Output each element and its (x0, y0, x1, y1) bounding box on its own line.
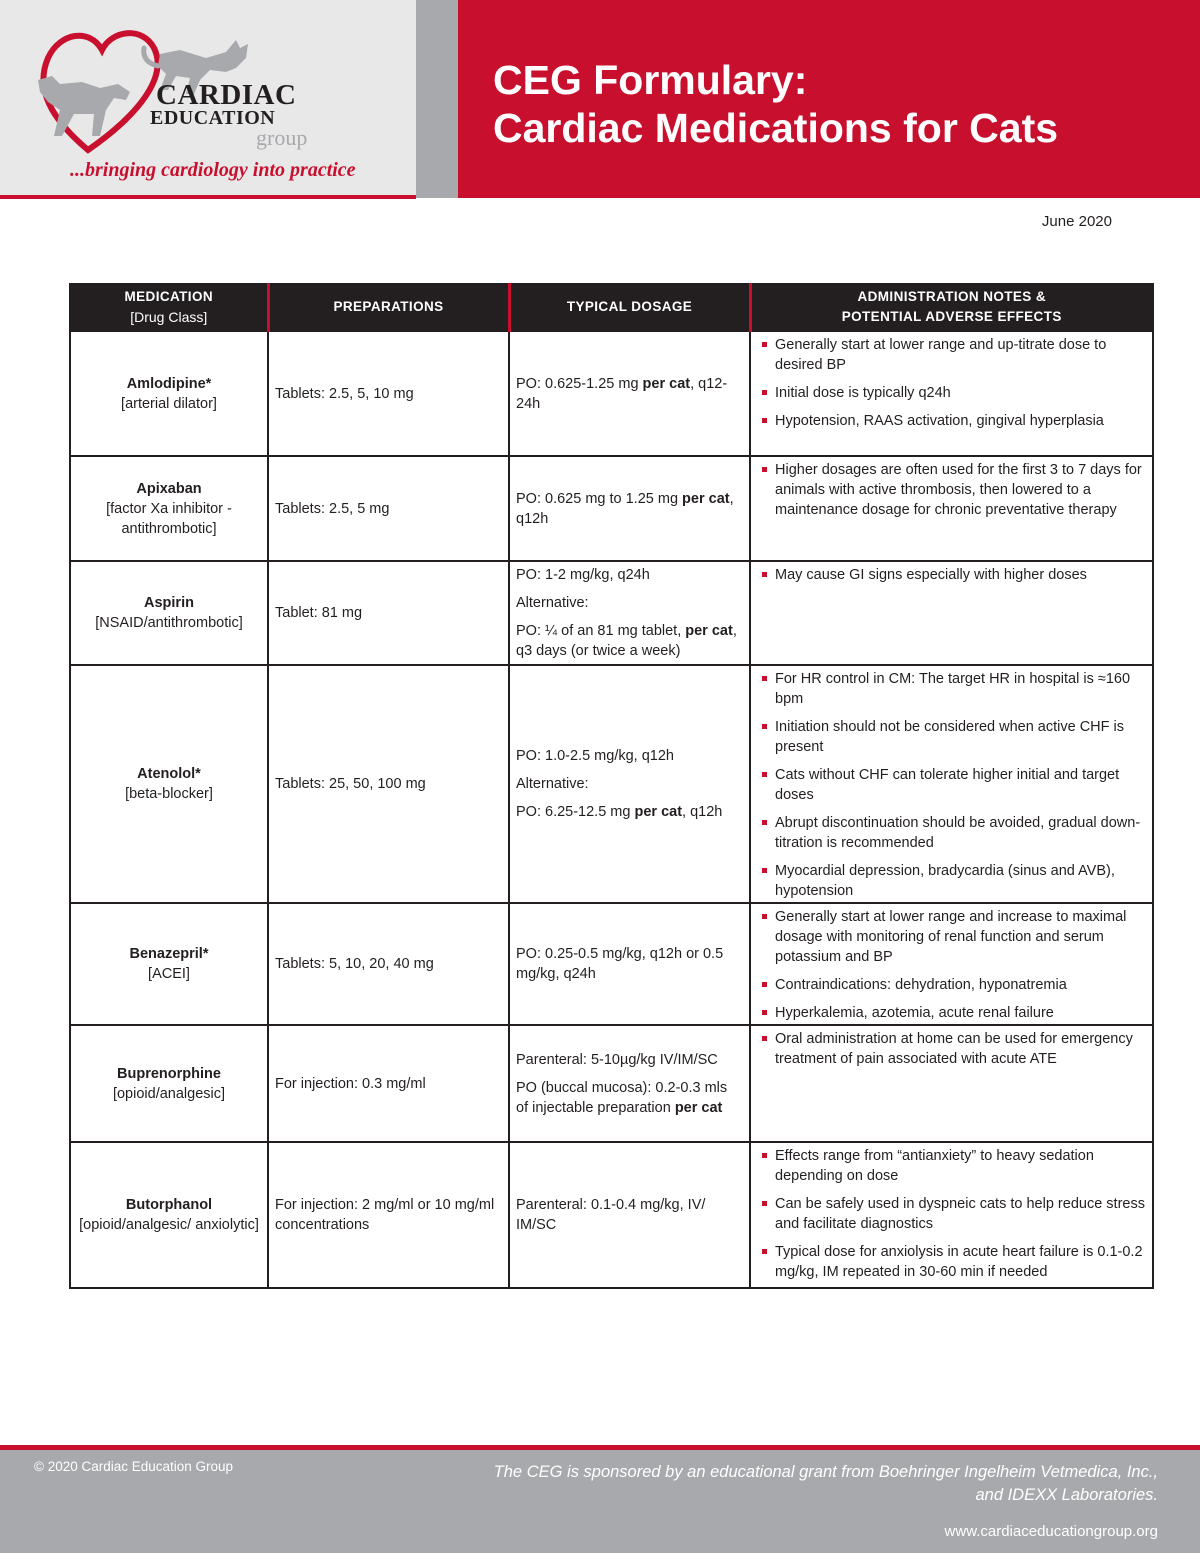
dosage-text: Alternative: (516, 776, 589, 792)
dosage-text: , q12-24h (516, 375, 728, 412)
notes-list (757, 335, 1146, 431)
dosage-text: PO: ¼ of an 81 mg tablet, (516, 623, 686, 639)
footer-copyright: © 2020 Cardiac Education Group (34, 1459, 234, 1474)
logo-group-text: group (256, 125, 308, 150)
col-header-drug-class: [Drug Class] (130, 308, 208, 325)
dosage-text: Alternative: (516, 595, 589, 611)
formulary-table (69, 283, 1154, 1289)
drug-class: [factor Xa inhibitor - antithrombotic] (106, 500, 232, 537)
medication-cell (70, 1025, 268, 1142)
dosage-emphasis: per cat (682, 490, 730, 507)
dosage-line (516, 944, 743, 984)
footer (0, 1450, 1200, 1553)
medication-name: Atenolol* (137, 766, 201, 782)
table-row (70, 1025, 1153, 1142)
dosage-text: PO: 6.25-12.5 mg (516, 804, 635, 820)
dosage-emphasis: per cat (642, 375, 691, 392)
notes-cell (750, 1025, 1153, 1142)
note-item: Cats without CHF can tolerate higher initial and target doses (757, 765, 1146, 805)
dosage-cell (509, 561, 750, 665)
dosage-text: , q12h (682, 804, 723, 820)
preparations-cell: Tablets: 2.5, 5 mg (268, 456, 509, 561)
notes-list (757, 565, 1146, 585)
col-header-notes-line1: ADMINISTRATION NOTES & (857, 288, 1047, 304)
dosage-line (516, 374, 743, 414)
page-title-line2: Cardiac Medications for Cats (493, 105, 1059, 151)
publication-date: June 2020 (1041, 213, 1112, 230)
notes-cell (750, 903, 1153, 1025)
col-header-medication-label: MEDICATION (124, 288, 213, 304)
notes-list (757, 1029, 1146, 1069)
note-item: Initial dose is typically q24h (757, 383, 1146, 403)
dosage-text: , q12h (516, 490, 734, 527)
logo-cardiac-text: CARDIAC (156, 79, 297, 111)
preparations-cell: Tablets: 25, 50, 100 mg (268, 665, 509, 903)
drug-class: [ACEI] (148, 966, 190, 982)
col-header-notes (750, 283, 1153, 331)
dosage-line (516, 774, 743, 794)
preparations-cell: Tablet: 81 mg (268, 561, 509, 665)
drug-class: [opioid/analgesic/ anxiolytic] (79, 1217, 259, 1233)
dosage-text: PO: 1-2 mg/kg, q24h (516, 567, 650, 583)
note-item: Can be safely used in dyspneic cats to help reduce stress and facilitate diagnostics (757, 1194, 1146, 1234)
table-body (70, 331, 1153, 1288)
dosage-text: PO: 1.0-2.5 mg/kg, q12h (516, 748, 674, 764)
table-row (70, 665, 1153, 903)
notes-cell (750, 331, 1153, 456)
dosage-line (516, 746, 743, 766)
page-title-line1: CEG Formulary: (493, 57, 808, 103)
page-title (493, 56, 1058, 152)
medication-name: Butorphanol (125, 1197, 213, 1213)
table-row (70, 456, 1153, 561)
note-item: Generally start at lower range and increase to maximal dosage with monitoring of renal function and serum potassium and BP (757, 907, 1146, 967)
note-item: Generally start at lower range and up-titrate dose to desired BP (757, 335, 1146, 375)
col-header-preparations: PREPARATIONS (268, 283, 509, 331)
table-row (70, 561, 1153, 665)
medication-cell (70, 903, 268, 1025)
footer-website-link[interactable]: www.cardiaceducationgroup.org (944, 1523, 1158, 1540)
notes-cell (750, 1142, 1153, 1288)
notes-list (757, 1146, 1146, 1282)
medication-cell (70, 456, 268, 561)
dosage-text: PO: 0.625 mg to 1.25 mg (516, 490, 683, 507)
dosage-line (516, 593, 743, 613)
preparations-cell: For injection: 0.3 mg/ml (268, 1025, 509, 1142)
medication-cell (70, 1142, 268, 1288)
dosage-line (516, 802, 743, 822)
dosage-line (516, 1050, 743, 1070)
notes-list (757, 460, 1146, 520)
note-item: Myocardial depression, bradycardia (sinus and AVB), hypotension (757, 861, 1146, 901)
medication-name: Amlodipine* (126, 375, 212, 392)
drug-class: [beta-blocker] (125, 786, 213, 802)
note-item: Effects range from “antianxiety” to heavy sedation depending on dose (757, 1146, 1146, 1186)
dosage-emphasis: per cat (685, 623, 733, 639)
note-item: May cause GI signs especially with higher doses (757, 565, 1146, 585)
medication-cell (70, 331, 268, 456)
preparations-cell: Tablets: 5, 10, 20, 40 mg (268, 903, 509, 1025)
dosage-text: PO: 0.625-1.25 mg (516, 375, 643, 392)
notes-cell (750, 665, 1153, 903)
drug-class: [opioid/analgesic] (112, 1085, 226, 1102)
note-item: Initiation should not be considered when active CHF is present (757, 717, 1146, 757)
dosage-text: , q3 days (or twice a week) (516, 623, 737, 659)
dosage-line (516, 565, 743, 585)
logo-education-text: EDUCATION (150, 107, 276, 129)
table-row (70, 903, 1153, 1025)
dosage-text: PO (buccal mucosa): 0.2-0.3 mls of injectable preparation (516, 1079, 728, 1116)
notes-cell (750, 456, 1153, 561)
dosage-line (516, 1078, 743, 1118)
notes-list (757, 907, 1146, 1023)
notes-list (757, 669, 1146, 901)
medication-name: Apixaban (136, 480, 202, 497)
dosage-emphasis: per cat (634, 804, 683, 820)
notes-cell (750, 561, 1153, 665)
medication-cell (70, 561, 268, 665)
medication-name: Benazepril* (129, 946, 209, 962)
table-header-row (70, 283, 1153, 331)
footer-sponsor-line2: and IDEXX Laboratories. (975, 1486, 1158, 1504)
note-item: Abrupt discontinuation should be avoided, gradual down-titration is recommended (757, 813, 1146, 853)
dosage-emphasis: per cat (674, 1099, 723, 1116)
footer-sponsor-text (438, 1461, 1158, 1507)
dosage-cell (509, 903, 750, 1025)
dosage-text: Parenteral: 0.1-0.4 mg/kg, IV/ IM/SC (516, 1197, 706, 1233)
table-row (70, 331, 1153, 456)
note-item: Hypotension, RAAS activation, gingival hyperplasia (757, 411, 1146, 431)
dosage-text: Parenteral: 5-10µg/kg IV/IM/SC (516, 1051, 718, 1068)
header-gray-band (416, 0, 458, 198)
col-header-notes-line2: POTENTIAL ADVERSE EFFECTS (841, 308, 1062, 324)
dosage-line (516, 489, 743, 529)
header-red-rule (0, 195, 416, 199)
note-item: For HR control in CM: The target HR in hospital is ≈160 bpm (757, 669, 1146, 709)
note-item: Higher dosages are often used for the first 3 to 7 days for animals with active thrombosis, then lowered to a maintenance dosage for chronic preventative therapy (757, 460, 1146, 520)
drug-class: [arterial dilator] (121, 395, 217, 412)
dosage-cell (509, 1025, 750, 1142)
logo-tagline: ...bringing cardiology into practice (70, 159, 356, 181)
medication-name: Aspirin (144, 595, 194, 611)
footer-sponsor-line1: The CEG is sponsored by an educational grant from Boehringer Ingelheim Vetmedica, Inc., (493, 1463, 1158, 1481)
dosage-cell (509, 331, 750, 456)
note-item: Contraindications: dehydration, hyponatremia (757, 975, 1146, 995)
col-header-dosage: TYPICAL DOSAGE (509, 283, 750, 331)
preparations-cell: For injection: 2 mg/ml or 10 mg/ml concentrations (268, 1142, 509, 1288)
dosage-cell (509, 456, 750, 561)
preparations-cell: Tablets: 2.5, 5, 10 mg (268, 331, 509, 456)
note-item: Hyperkalemia, azotemia, acute renal failure (757, 1003, 1146, 1023)
dosage-line (516, 621, 743, 661)
drug-class: [NSAID/antithrombotic] (95, 615, 243, 631)
note-item: Oral administration at home can be used for emergency treatment of pain associated with acute ATE (757, 1029, 1146, 1069)
table-row (70, 1142, 1153, 1288)
dosage-cell (509, 1142, 750, 1288)
dosage-cell (509, 665, 750, 903)
medication-name: Buprenorphine (117, 1065, 221, 1082)
dosage-line (516, 1195, 743, 1235)
col-header-medication (70, 283, 268, 331)
dosage-text: PO: 0.25-0.5 mg/kg, q12h or 0.5 mg/kg, q24h (516, 946, 724, 982)
medication-cell (70, 665, 268, 903)
note-item: Typical dose for anxiolysis in acute heart failure is 0.1-0.2 mg/kg, IM repeated in 30-60 min if needed (757, 1242, 1146, 1282)
